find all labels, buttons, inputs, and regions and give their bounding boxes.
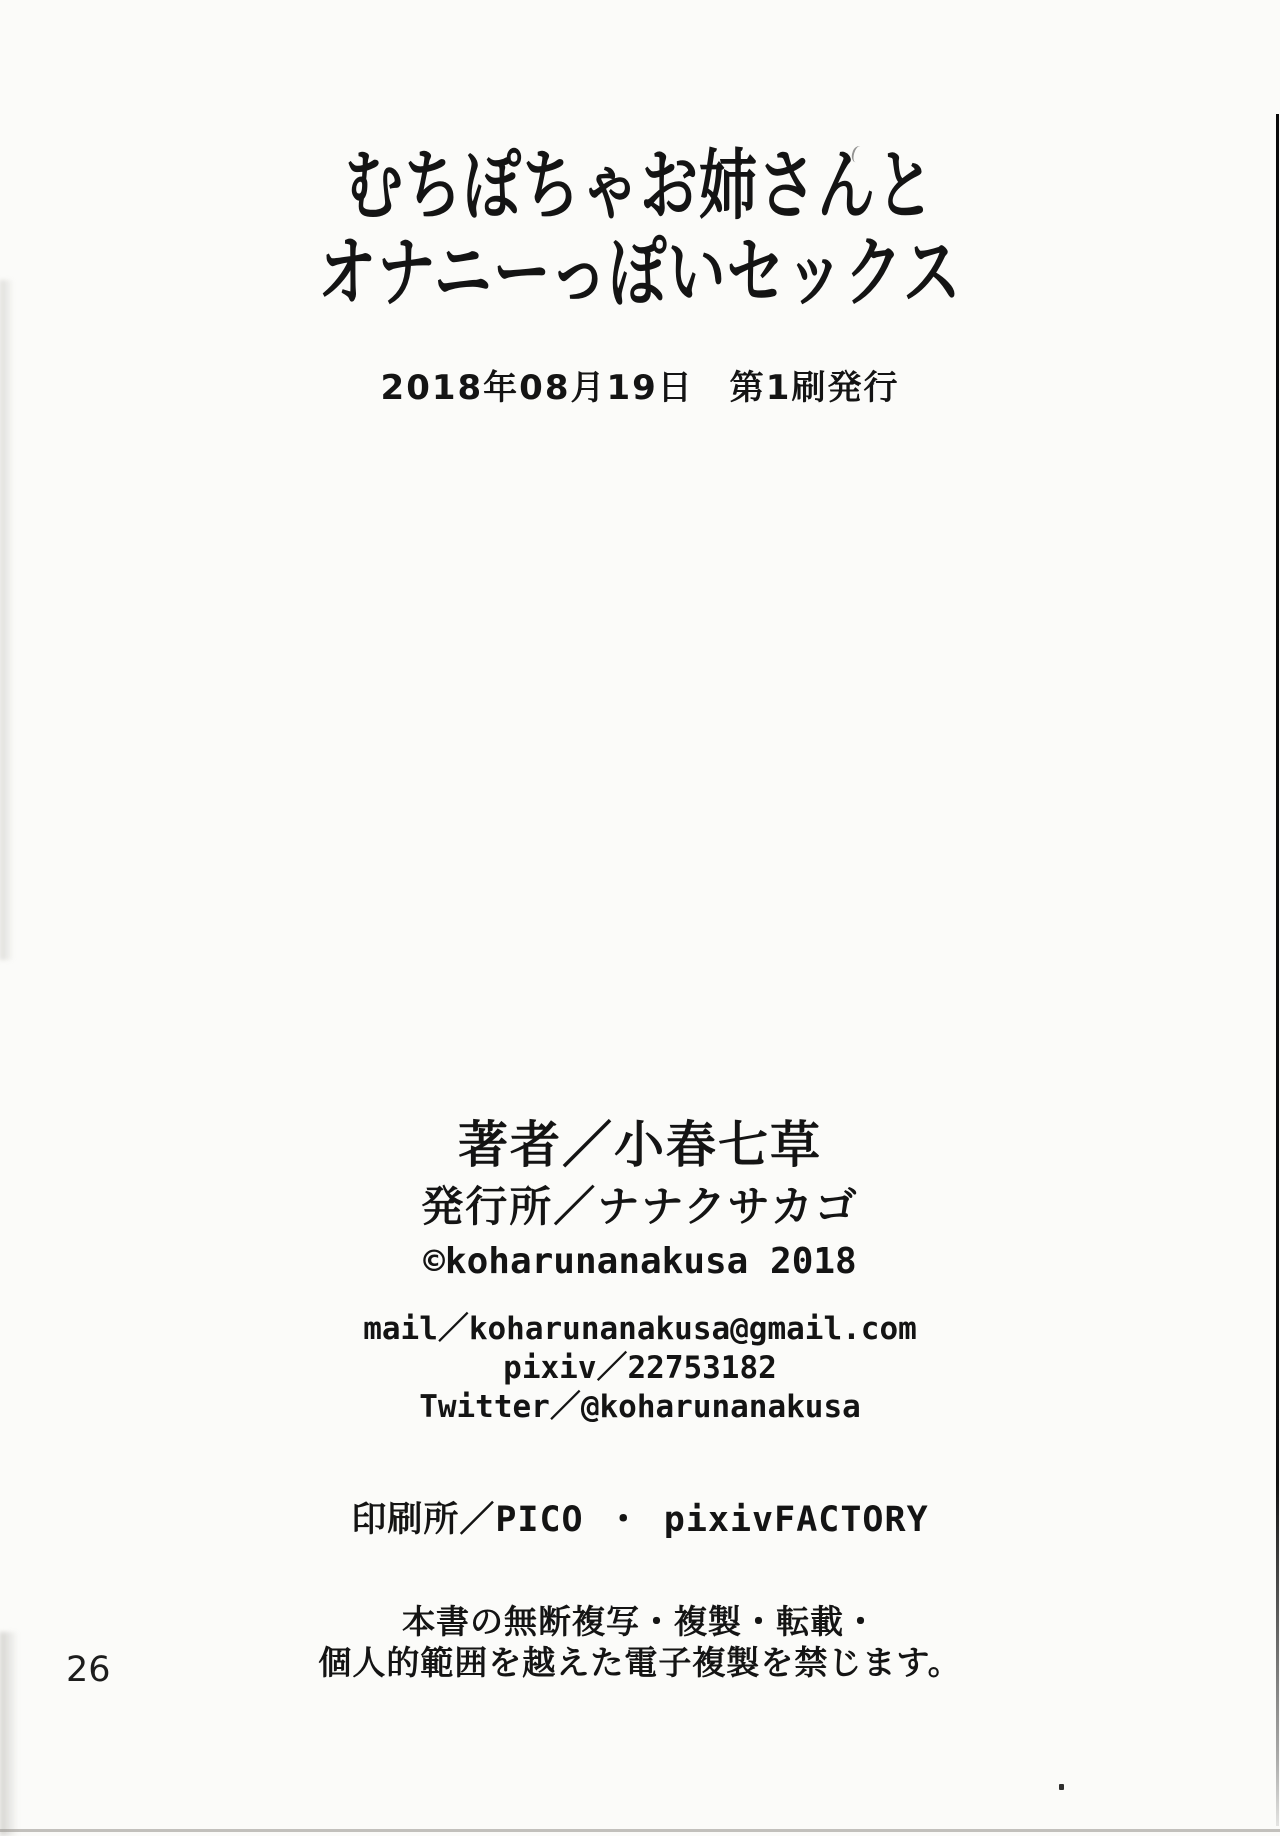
scan-edge-line-bottom [0, 1829, 1280, 1832]
copyright-notice-line2: 個人的範囲を越えた電子複製を禁じます。 [318, 1643, 962, 1682]
pixiv-line: pixiv／22753182 [503, 1350, 777, 1386]
book-title-line1: むちぽちゃお姉さんと [344, 140, 935, 231]
scan-edge-line-right [1276, 114, 1279, 1826]
copyright-notice [0, 1601, 1280, 1683]
book-title-line2: オナニーっぽいセックス [318, 227, 962, 318]
mail-line: mail／koharunanakusa@gmail.com [363, 1311, 917, 1347]
page-number: 26 [66, 1650, 111, 1690]
printer-line: 印刷所／PICO ・ pixivFACTORY [351, 1500, 929, 1540]
contact-block [0, 1310, 1280, 1427]
edition-date: 2018年08月19日 第1刷発行 [380, 368, 900, 408]
scan-streak-left-bottom [0, 1632, 18, 1836]
book-title [0, 142, 1280, 316]
copyright-line: ©koharunanakusa 2018 [423, 1241, 857, 1282]
publisher-line: 発行所／ナナクサカゴ [421, 1182, 859, 1231]
author-line: 著者／小春七草 [458, 1116, 822, 1174]
twitter-line: Twitter／@koharunanakusa [419, 1389, 861, 1425]
scan-speck [1059, 1784, 1064, 1790]
scan-streak-left-mid [0, 280, 14, 960]
copyright-notice-line1: 本書の無断複写・複製・転載・ [402, 1602, 878, 1641]
credits-block [0, 1112, 1280, 1288]
